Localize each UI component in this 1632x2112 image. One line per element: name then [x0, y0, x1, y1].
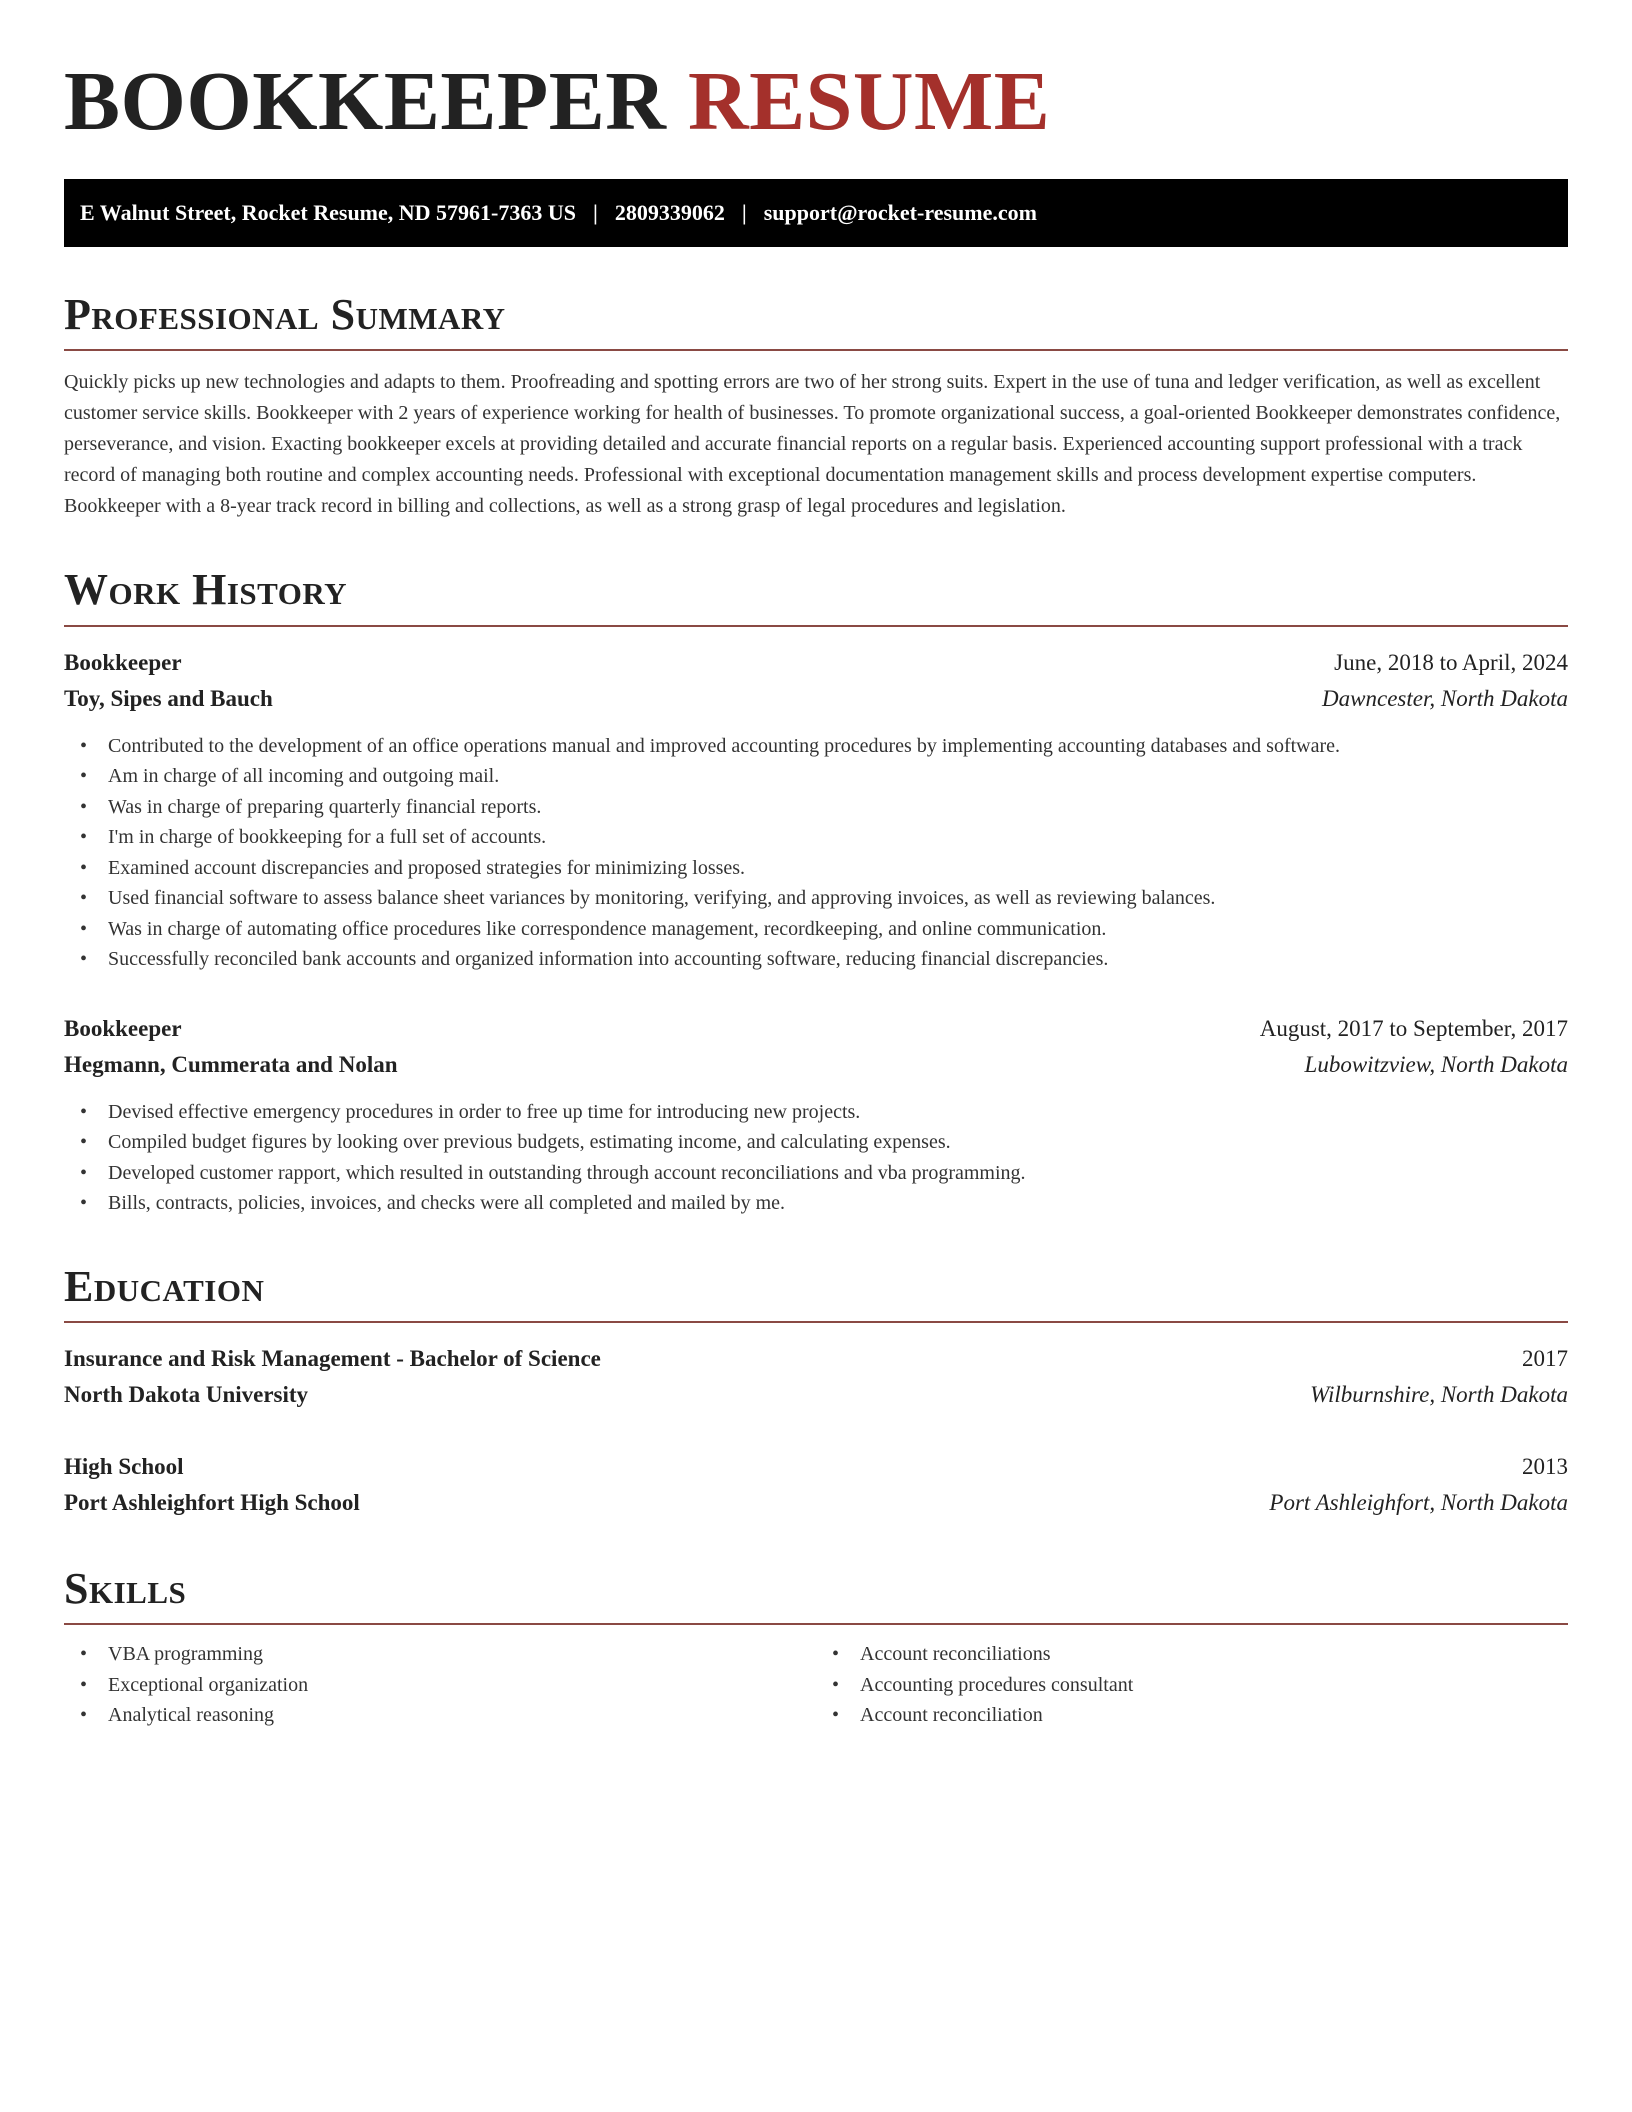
job-title: Bookkeeper: [64, 1015, 182, 1041]
skills-column-left: [64, 1639, 816, 1731]
skill-item: • Account reconciliations: [816, 1639, 1568, 1670]
skills-list-right: [816, 1639, 1568, 1731]
job-bullet: • Developed customer rapport, which resulted in outstanding through account reconciliations and vba programming.: [64, 1158, 1568, 1189]
education-entry: [64, 1449, 1568, 1521]
skills-heading: Skills: [64, 1565, 1568, 1625]
job-company: Hegmann, Cummerata and Nolan: [64, 1051, 398, 1077]
education-year: 2017: [1522, 1345, 1568, 1371]
job-company-row: [64, 1047, 1568, 1083]
job-bullet: • Devised effective emergency procedures in order to free up time for introducing new projects.: [64, 1097, 1568, 1128]
summary-section: [64, 291, 1568, 522]
job-entry: [64, 645, 1568, 975]
skills-list-left: [64, 1639, 816, 1731]
contact-email[interactable]: support@rocket-resume.com: [763, 199, 1037, 225]
job-title-row: [64, 645, 1568, 681]
education-degree-row: [64, 1341, 1568, 1377]
job-bullet: • Bills, contracts, policies, invoices, and checks were all completed and mailed by me.: [64, 1188, 1568, 1219]
education-location: Port Ashleighfort, North Dakota: [1269, 1489, 1568, 1515]
work-history-section: [64, 566, 1568, 1218]
job-bullet: • Was in charge of preparing quarterly financial reports.: [64, 792, 1568, 823]
skills-grid: [64, 1639, 1568, 1731]
education-location: Wilburnshire, North Dakota: [1310, 1381, 1568, 1407]
skill-item: • VBA programming: [64, 1639, 816, 1670]
skill-item: • Accounting procedures consultant: [816, 1670, 1568, 1701]
job-bullet: • Successfully reconciled bank accounts and organized information into accounting software, reducing financial discrepancies.: [64, 944, 1568, 975]
job-bullets: [64, 731, 1568, 975]
resume-title: [64, 52, 1568, 153]
education-entry: [64, 1341, 1568, 1413]
skill-item: • Account reconciliation: [816, 1700, 1568, 1731]
job-location: Dawncester, North Dakota: [1322, 685, 1568, 711]
education-degree: Insurance and Risk Management - Bachelor of Science: [64, 1345, 601, 1371]
title-main: BOOKKEEPER: [64, 55, 667, 148]
education-year: 2013: [1522, 1453, 1568, 1479]
job-company-row: [64, 681, 1568, 717]
title-accent: RESUME: [687, 55, 1051, 148]
summary-heading: Professional Summary: [64, 291, 1568, 351]
job-bullet: • Compiled budget figures by looking over previous budgets, estimating income, and calculating expenses.: [64, 1127, 1568, 1158]
work-history-heading: Work History: [64, 566, 1568, 626]
job-bullet: • Used financial software to assess balance sheet variances by monitoring, verifying, and approving invoices, as well as reviewing balances.: [64, 883, 1568, 914]
job-location: Lubowitzview, North Dakota: [1304, 1051, 1568, 1077]
job-bullet: • I'm in charge of bookkeeping for a full set of accounts.: [64, 822, 1568, 853]
job-dates: June, 2018 to April, 2024: [1334, 649, 1568, 675]
education-degree-row: [64, 1449, 1568, 1485]
job-bullets: [64, 1097, 1568, 1219]
education-school-row: [64, 1485, 1568, 1521]
job-title: Bookkeeper: [64, 649, 182, 675]
contact-phone[interactable]: 2809339062: [614, 199, 725, 225]
job-entry: [64, 1011, 1568, 1219]
job-bullet: • Examined account discrepancies and proposed strategies for minimizing losses.: [64, 853, 1568, 884]
education-heading: Education: [64, 1263, 1568, 1323]
education-school-row: [64, 1377, 1568, 1413]
job-bullet: • Am in charge of all incoming and outgoing mail.: [64, 761, 1568, 792]
contact-separator: |: [593, 199, 598, 225]
education-degree: High School: [64, 1453, 184, 1479]
job-bullet: • Was in charge of automating office procedures like correspondence management, recordkeeping, and online communication.: [64, 914, 1568, 945]
education-school: North Dakota University: [64, 1381, 309, 1407]
skills-column-right: [816, 1639, 1568, 1731]
contact-separator: |: [741, 199, 747, 225]
education-school: Port Ashleighfort High School: [64, 1489, 360, 1515]
contact-bar: [64, 179, 1568, 247]
education-section: [64, 1263, 1568, 1521]
summary-text: Quickly picks up new technologies and adapts to them. Proofreading and spotting errors are two of her strong suits. Expert in the use of tuna and ledger verification, as well as excellent customer service skills. Bookkeeper with 2 years of experience working for health of businesses. To promote organizational success, a goal-oriented Bookkeeper demonstrates confidence, perseverance, and vision. Exacting bookkeeper excels at providing detailed and accurate financial reports on a regular basis. Experienced accounting support professional with a track record of managing both routine and complex accounting needs. Professional with exceptional documentation management skills and process development expertise computers. Bookkeeper with a 8-year track record in billing and collections, as well as a strong grasp of legal procedures and legislation.: [64, 371, 1561, 518]
job-bullet: • Contributed to the development of an office operations manual and improved accounting procedures by implementing accounting databases and software.: [64, 731, 1568, 762]
skills-section: [64, 1565, 1568, 1731]
job-dates: August, 2017 to September, 2017: [1259, 1015, 1568, 1041]
contact-address: E Walnut Street, Rocket Resume, ND 57961-7363 US: [80, 199, 576, 225]
skill-item: • Exceptional organization: [64, 1670, 816, 1701]
job-title-row: [64, 1011, 1568, 1047]
job-company: Toy, Sipes and Bauch: [64, 685, 273, 711]
skill-item: • Analytical reasoning: [64, 1700, 816, 1731]
